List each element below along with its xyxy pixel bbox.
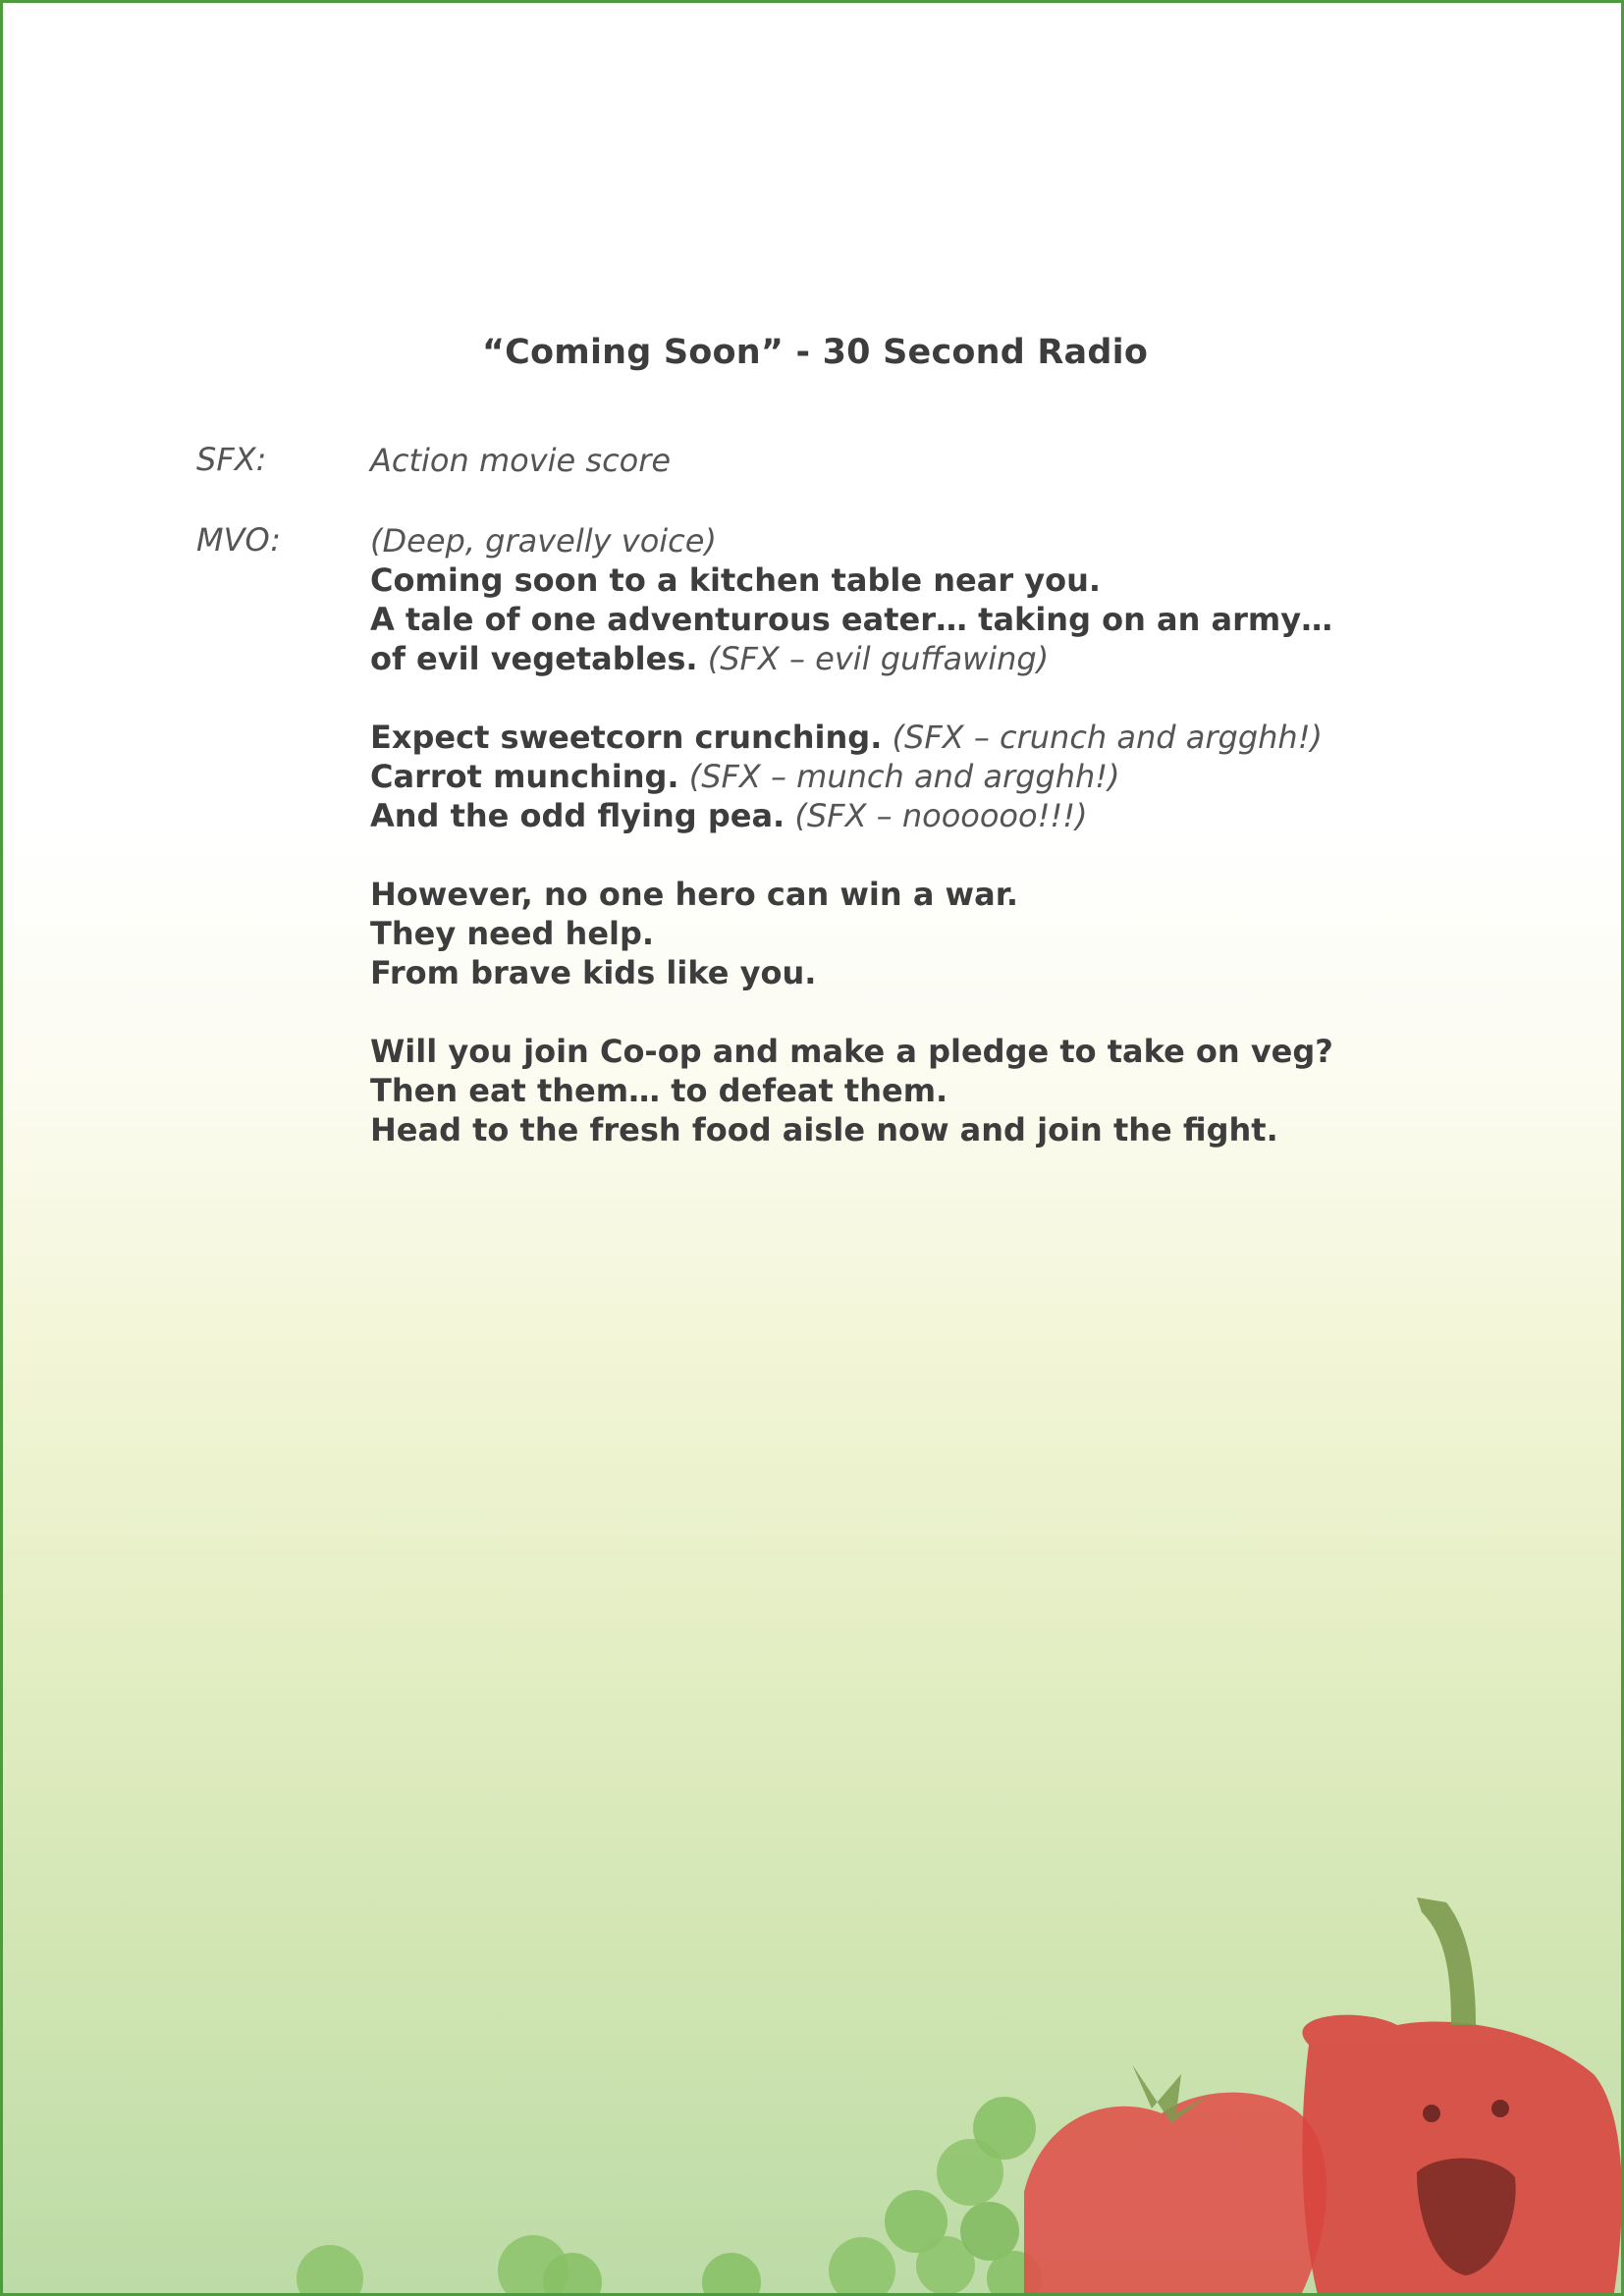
pepper-stem xyxy=(1417,1897,1476,2025)
page-title: “Coming Soon” - 30 Second Radio xyxy=(481,333,1149,372)
pea xyxy=(702,2253,761,2296)
pepper-eye xyxy=(1423,2105,1440,2122)
vegetable-artwork xyxy=(3,3,1624,2296)
script-line: From brave kids like you. xyxy=(370,954,817,991)
script-line: Expect sweetcorn crunching. (SFX – crunch and argghh!) xyxy=(370,719,1323,756)
pepper-eye xyxy=(1491,2100,1509,2117)
tomato-body xyxy=(1024,2093,1326,2296)
script-line: They need help. xyxy=(370,915,655,952)
script-line: Will you join Co-op and make a pledge to take on veg? xyxy=(370,1033,1333,1070)
pea xyxy=(829,2237,895,2296)
mvo-label: MVO: xyxy=(196,521,282,559)
pea xyxy=(973,2097,1036,2160)
sfx-direction: Action movie score xyxy=(370,442,672,479)
script-line: Then eat them… to defeat them. xyxy=(370,1072,948,1109)
script-line: Coming soon to a kitchen table near you. xyxy=(370,561,1102,599)
script-line: Carrot munching. (SFX – munch and argghh!) xyxy=(370,758,1120,795)
script-line: of evil vegetables. (SFX – evil guffawing) xyxy=(370,640,1050,677)
script-line: (Deep, gravelly voice) xyxy=(370,522,717,560)
script-line: However, no one hero can win a war. xyxy=(370,876,1019,913)
script-line: A tale of one adventurous eater… taking on an army… xyxy=(370,601,1333,638)
pea xyxy=(297,2245,363,2296)
peas xyxy=(297,2097,1042,2296)
pepper xyxy=(1302,1897,1621,2296)
script-line: And the odd flying pea. (SFX – noooooo!!!) xyxy=(370,797,1088,834)
script-line: Head to the fresh food aisle now and join the fight. xyxy=(370,1111,1278,1148)
tomato xyxy=(1024,2064,1326,2296)
sfx-label: SFX: xyxy=(196,441,267,478)
